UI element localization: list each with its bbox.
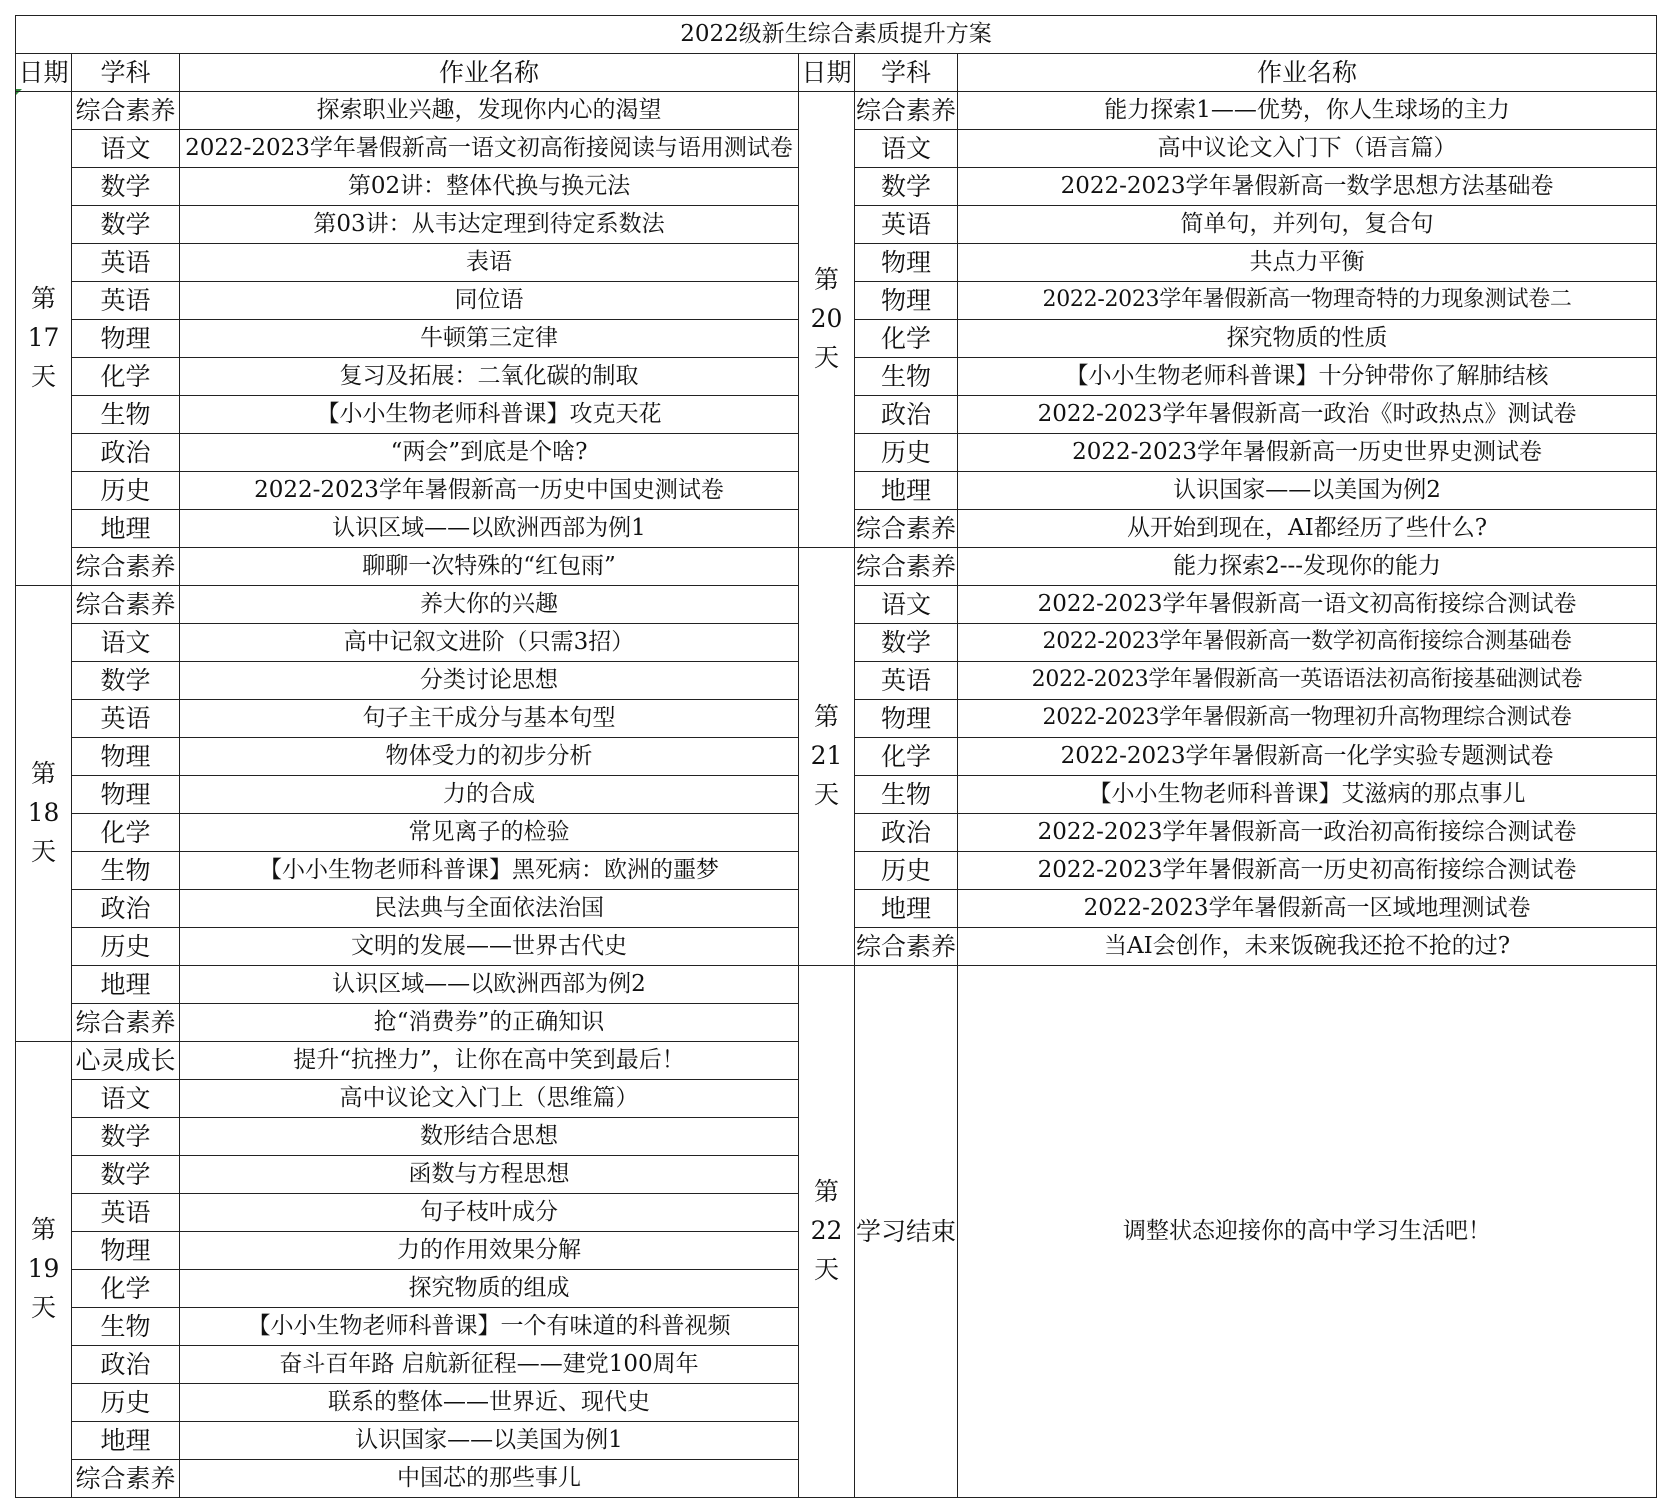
- assignment-cell: 认识国家——以美国为例2: [958, 472, 1657, 510]
- subject-cell: 英语: [72, 1194, 180, 1232]
- day-label-part: 第: [30, 1215, 56, 1245]
- assignment-cell: 力的作用效果分解: [180, 1232, 799, 1270]
- assignment-cell: 2022-2023学年暑假新高一历史初高衔接综合测试卷: [958, 852, 1657, 890]
- assignment-cell: 2022-2023学年暑假新高一历史世界史测试卷: [958, 434, 1657, 472]
- assignment-cell: 2022-2023学年暑假新高一数学思想方法基础卷: [958, 168, 1657, 206]
- header-assignment: 作业名称: [958, 54, 1657, 92]
- assignment-cell: 【小小生物老师科普课】艾滋病的那点事儿: [958, 776, 1657, 814]
- assignment-cell: 句子主干成分与基本句型: [180, 700, 799, 738]
- subject-cell: 生物: [72, 396, 180, 434]
- day-label-part: 天: [813, 342, 839, 372]
- assignment-cell: 高中记叙文进阶（只需3招）: [180, 624, 799, 662]
- assignment-cell: 养大你的兴趣: [180, 586, 799, 624]
- assignment-cell: 认识区域——以欧洲西部为例2: [180, 966, 799, 1004]
- subject-cell: 历史: [72, 1384, 180, 1422]
- day-label-cell: [799, 92, 855, 548]
- assignment-cell: 能力探索1——优势，你人生球场的主力: [958, 92, 1657, 130]
- subject-cell: 化学: [72, 358, 180, 396]
- header-assignment: 作业名称: [180, 54, 799, 92]
- assignment-cell: 数形结合思想: [180, 1118, 799, 1156]
- assignment-cell: 简单句，并列句，复合句: [958, 206, 1657, 244]
- assignment-cell: “两会”到底是个啥?: [180, 434, 799, 472]
- subject-cell: 语文: [72, 624, 180, 662]
- subject-cell: 物理: [72, 776, 180, 814]
- subject-cell: 化学: [72, 1270, 180, 1308]
- subject-cell: 综合素养: [855, 92, 958, 130]
- header-date: 日期: [799, 54, 855, 92]
- subject-cell: 英语: [72, 700, 180, 738]
- assignment-cell: 同位语: [180, 282, 799, 320]
- schedule-row: [16, 966, 1657, 1004]
- assignment-cell: 【小小生物老师科普课】攻克天花: [180, 396, 799, 434]
- day-label-part: 21: [810, 741, 843, 771]
- schedule-table: [15, 15, 1657, 1498]
- assignment-cell: 2022-2023学年暑假新高一区域地理测试卷: [958, 890, 1657, 928]
- day-label-part: 第: [813, 265, 839, 295]
- subject-cell: 综合素养: [855, 510, 958, 548]
- subject-cell: 政治: [72, 434, 180, 472]
- day-label-part: 20: [810, 304, 843, 334]
- table-title: 2022级新生综合素质提升方案: [16, 16, 1657, 54]
- subject-cell: 物理: [72, 320, 180, 358]
- day-label-part: 17: [27, 323, 60, 353]
- assignment-cell: 民法典与全面依法治国: [180, 890, 799, 928]
- subject-cell: 英语: [855, 206, 958, 244]
- day-label-part: 天: [30, 361, 56, 391]
- subject-cell: 地理: [72, 966, 180, 1004]
- subject-cell: 历史: [855, 852, 958, 890]
- assignment-cell: 2022-2023学年暑假新高一物理初升高物理综合测试卷: [958, 700, 1657, 738]
- assignment-cell: 探究物质的组成: [180, 1270, 799, 1308]
- subject-cell: 英语: [855, 662, 958, 700]
- subject-cell: 综合素养: [72, 1004, 180, 1042]
- assignment-cell: 认识国家——以美国为例1: [180, 1422, 799, 1460]
- assignment-cell: 2022-2023学年暑假新高一政治《时政热点》测试卷: [958, 396, 1657, 434]
- assignment-cell: 常见离子的检验: [180, 814, 799, 852]
- subject-cell: 数学: [72, 206, 180, 244]
- day-label-part: 天: [813, 1254, 839, 1284]
- assignment-cell: 2022-2023学年暑假新高一政治初高衔接综合测试卷: [958, 814, 1657, 852]
- header-subject: 学科: [72, 54, 180, 92]
- subject-cell: 地理: [72, 510, 180, 548]
- assignment-cell: 从开始到现在，AI都经历了些什么?: [958, 510, 1657, 548]
- assignment-cell: 【小小生物老师科普课】十分钟带你了解肺结核: [958, 358, 1657, 396]
- assignment-cell: 当AI会创作，未来饭碗我还抢不抢的过?: [958, 928, 1657, 966]
- assignment-cell: 复习及拓展：二氧化碳的制取: [180, 358, 799, 396]
- assignment-cell: 牛顿第三定律: [180, 320, 799, 358]
- subject-cell: 数学: [72, 1156, 180, 1194]
- assignment-cell: 分类讨论思想: [180, 662, 799, 700]
- assignment-cell: 【小小生物老师科普课】一个有味道的科普视频: [180, 1308, 799, 1346]
- subject-cell: 历史: [855, 434, 958, 472]
- subject-cell: 数学: [855, 168, 958, 206]
- assignment-cell: 力的合成: [180, 776, 799, 814]
- schedule-row: [16, 92, 1657, 130]
- assignment-cell: 奋斗百年路 启航新征程——建党100周年: [180, 1346, 799, 1384]
- subject-cell: 生物: [855, 358, 958, 396]
- day-label-cell: [799, 966, 855, 1498]
- assignment-cell: 探索职业兴趣，发现你内心的渴望: [180, 92, 799, 130]
- assignment-cell: 共点力平衡: [958, 244, 1657, 282]
- subject-cell: 地理: [855, 890, 958, 928]
- assignment-cell: 第02讲：整体代换与换元法: [180, 168, 799, 206]
- assignment-cell: 第03讲：从韦达定理到待定系数法: [180, 206, 799, 244]
- day-label-part: 第: [30, 284, 56, 314]
- subject-cell: 政治: [855, 396, 958, 434]
- subject-cell: 物理: [855, 282, 958, 320]
- subject-cell: 物理: [855, 700, 958, 738]
- assignment-cell: 联系的整体——世界近、现代史: [180, 1384, 799, 1422]
- header-subject: 学科: [855, 54, 958, 92]
- header-date: 日期: [16, 54, 72, 92]
- assignment-cell: 2022-2023学年暑假新高一语文初高衔接综合测试卷: [958, 586, 1657, 624]
- subject-cell: 数学: [72, 662, 180, 700]
- subject-cell: 语文: [72, 130, 180, 168]
- subject-cell: 物理: [72, 1232, 180, 1270]
- assignment-cell: 句子枝叶成分: [180, 1194, 799, 1232]
- day-label-cell: [16, 1042, 72, 1498]
- subject-cell: 综合素养: [72, 1460, 180, 1498]
- assignment-cell: 文明的发展——世界古代史: [180, 928, 799, 966]
- day-label-part: 18: [27, 798, 60, 828]
- assignment-cell: 【小小生物老师科普课】黑死病：欧洲的噩梦: [180, 852, 799, 890]
- final-subject-cell: 学习结束: [855, 966, 958, 1498]
- assignment-cell: 能力探索2---发现你的能力: [958, 548, 1657, 586]
- assignment-cell: 提升“抗挫力”，让你在高中笑到最后！: [180, 1042, 799, 1080]
- assignment-cell: 探究物质的性质: [958, 320, 1657, 358]
- day-label-cell: [16, 586, 72, 1042]
- day-label-cell: [799, 548, 855, 966]
- day-label-part: 22: [810, 1216, 843, 1246]
- subject-cell: 生物: [72, 1308, 180, 1346]
- subject-cell: 综合素养: [72, 92, 180, 130]
- subject-cell: 综合素养: [72, 586, 180, 624]
- assignment-cell: 高中议论文入门下（语言篇）: [958, 130, 1657, 168]
- title-row: [16, 16, 1657, 54]
- subject-cell: 语文: [72, 1080, 180, 1118]
- day-label-cell: [16, 92, 72, 586]
- assignment-cell: 2022-2023学年暑假新高一化学实验专题测试卷: [958, 738, 1657, 776]
- header-row: [16, 54, 1657, 92]
- subject-cell: 语文: [855, 586, 958, 624]
- subject-cell: 化学: [855, 320, 958, 358]
- assignment-cell: 中国芯的那些事儿: [180, 1460, 799, 1498]
- final-message-cell: 调整状态迎接你的高中学习生活吧！: [958, 966, 1657, 1498]
- subject-cell: 物理: [72, 738, 180, 776]
- subject-cell: 历史: [72, 472, 180, 510]
- subject-cell: 综合素养: [855, 548, 958, 586]
- day-label-part: 19: [27, 1254, 60, 1284]
- day-label-part: 第: [30, 759, 56, 789]
- assignment-cell: 2022-2023学年暑假新高一英语语法初高衔接基础测试卷: [958, 662, 1657, 700]
- subject-cell: 政治: [72, 1346, 180, 1384]
- subject-cell: 数学: [72, 168, 180, 206]
- subject-cell: 数学: [72, 1118, 180, 1156]
- subject-cell: 生物: [72, 852, 180, 890]
- subject-cell: 数学: [855, 624, 958, 662]
- assignment-cell: 认识区域——以欧洲西部为例1: [180, 510, 799, 548]
- assignment-cell: 表语: [180, 244, 799, 282]
- assignment-cell: 2022-2023学年暑假新高一语文初高衔接阅读与语用测试卷: [180, 130, 799, 168]
- subject-cell: 化学: [855, 738, 958, 776]
- schedule-row: [16, 548, 1657, 586]
- day-label-part: 天: [813, 779, 839, 809]
- subject-cell: 地理: [855, 472, 958, 510]
- subject-cell: 语文: [855, 130, 958, 168]
- subject-cell: 英语: [72, 244, 180, 282]
- day-label-part: 天: [30, 1292, 56, 1322]
- subject-cell: 综合素养: [855, 928, 958, 966]
- assignment-cell: 物体受力的初步分析: [180, 738, 799, 776]
- subject-cell: 英语: [72, 282, 180, 320]
- subject-cell: 生物: [855, 776, 958, 814]
- assignment-cell: 2022-2023学年暑假新高一数学初高衔接综合测基础卷: [958, 624, 1657, 662]
- subject-cell: 综合素养: [72, 548, 180, 586]
- subject-cell: 政治: [72, 890, 180, 928]
- subject-cell: 心灵成长: [72, 1042, 180, 1080]
- day-label-part: 天: [30, 836, 56, 866]
- assignment-cell: 2022-2023学年暑假新高一物理奇特的力现象测试卷二: [958, 282, 1657, 320]
- subject-cell: 政治: [855, 814, 958, 852]
- subject-cell: 历史: [72, 928, 180, 966]
- assignment-cell: 聊聊一次特殊的“红包雨”: [180, 548, 799, 586]
- assignment-cell: 高中议论文入门上（思维篇）: [180, 1080, 799, 1118]
- assignment-cell: 抢“消费券”的正确知识: [180, 1004, 799, 1042]
- subject-cell: 地理: [72, 1422, 180, 1460]
- assignment-cell: 函数与方程思想: [180, 1156, 799, 1194]
- subject-cell: 化学: [72, 814, 180, 852]
- subject-cell: 物理: [855, 244, 958, 282]
- day-label-part: 第: [813, 1177, 839, 1207]
- day-label-part: 第: [813, 702, 839, 732]
- assignment-cell: 2022-2023学年暑假新高一历史中国史测试卷: [180, 472, 799, 510]
